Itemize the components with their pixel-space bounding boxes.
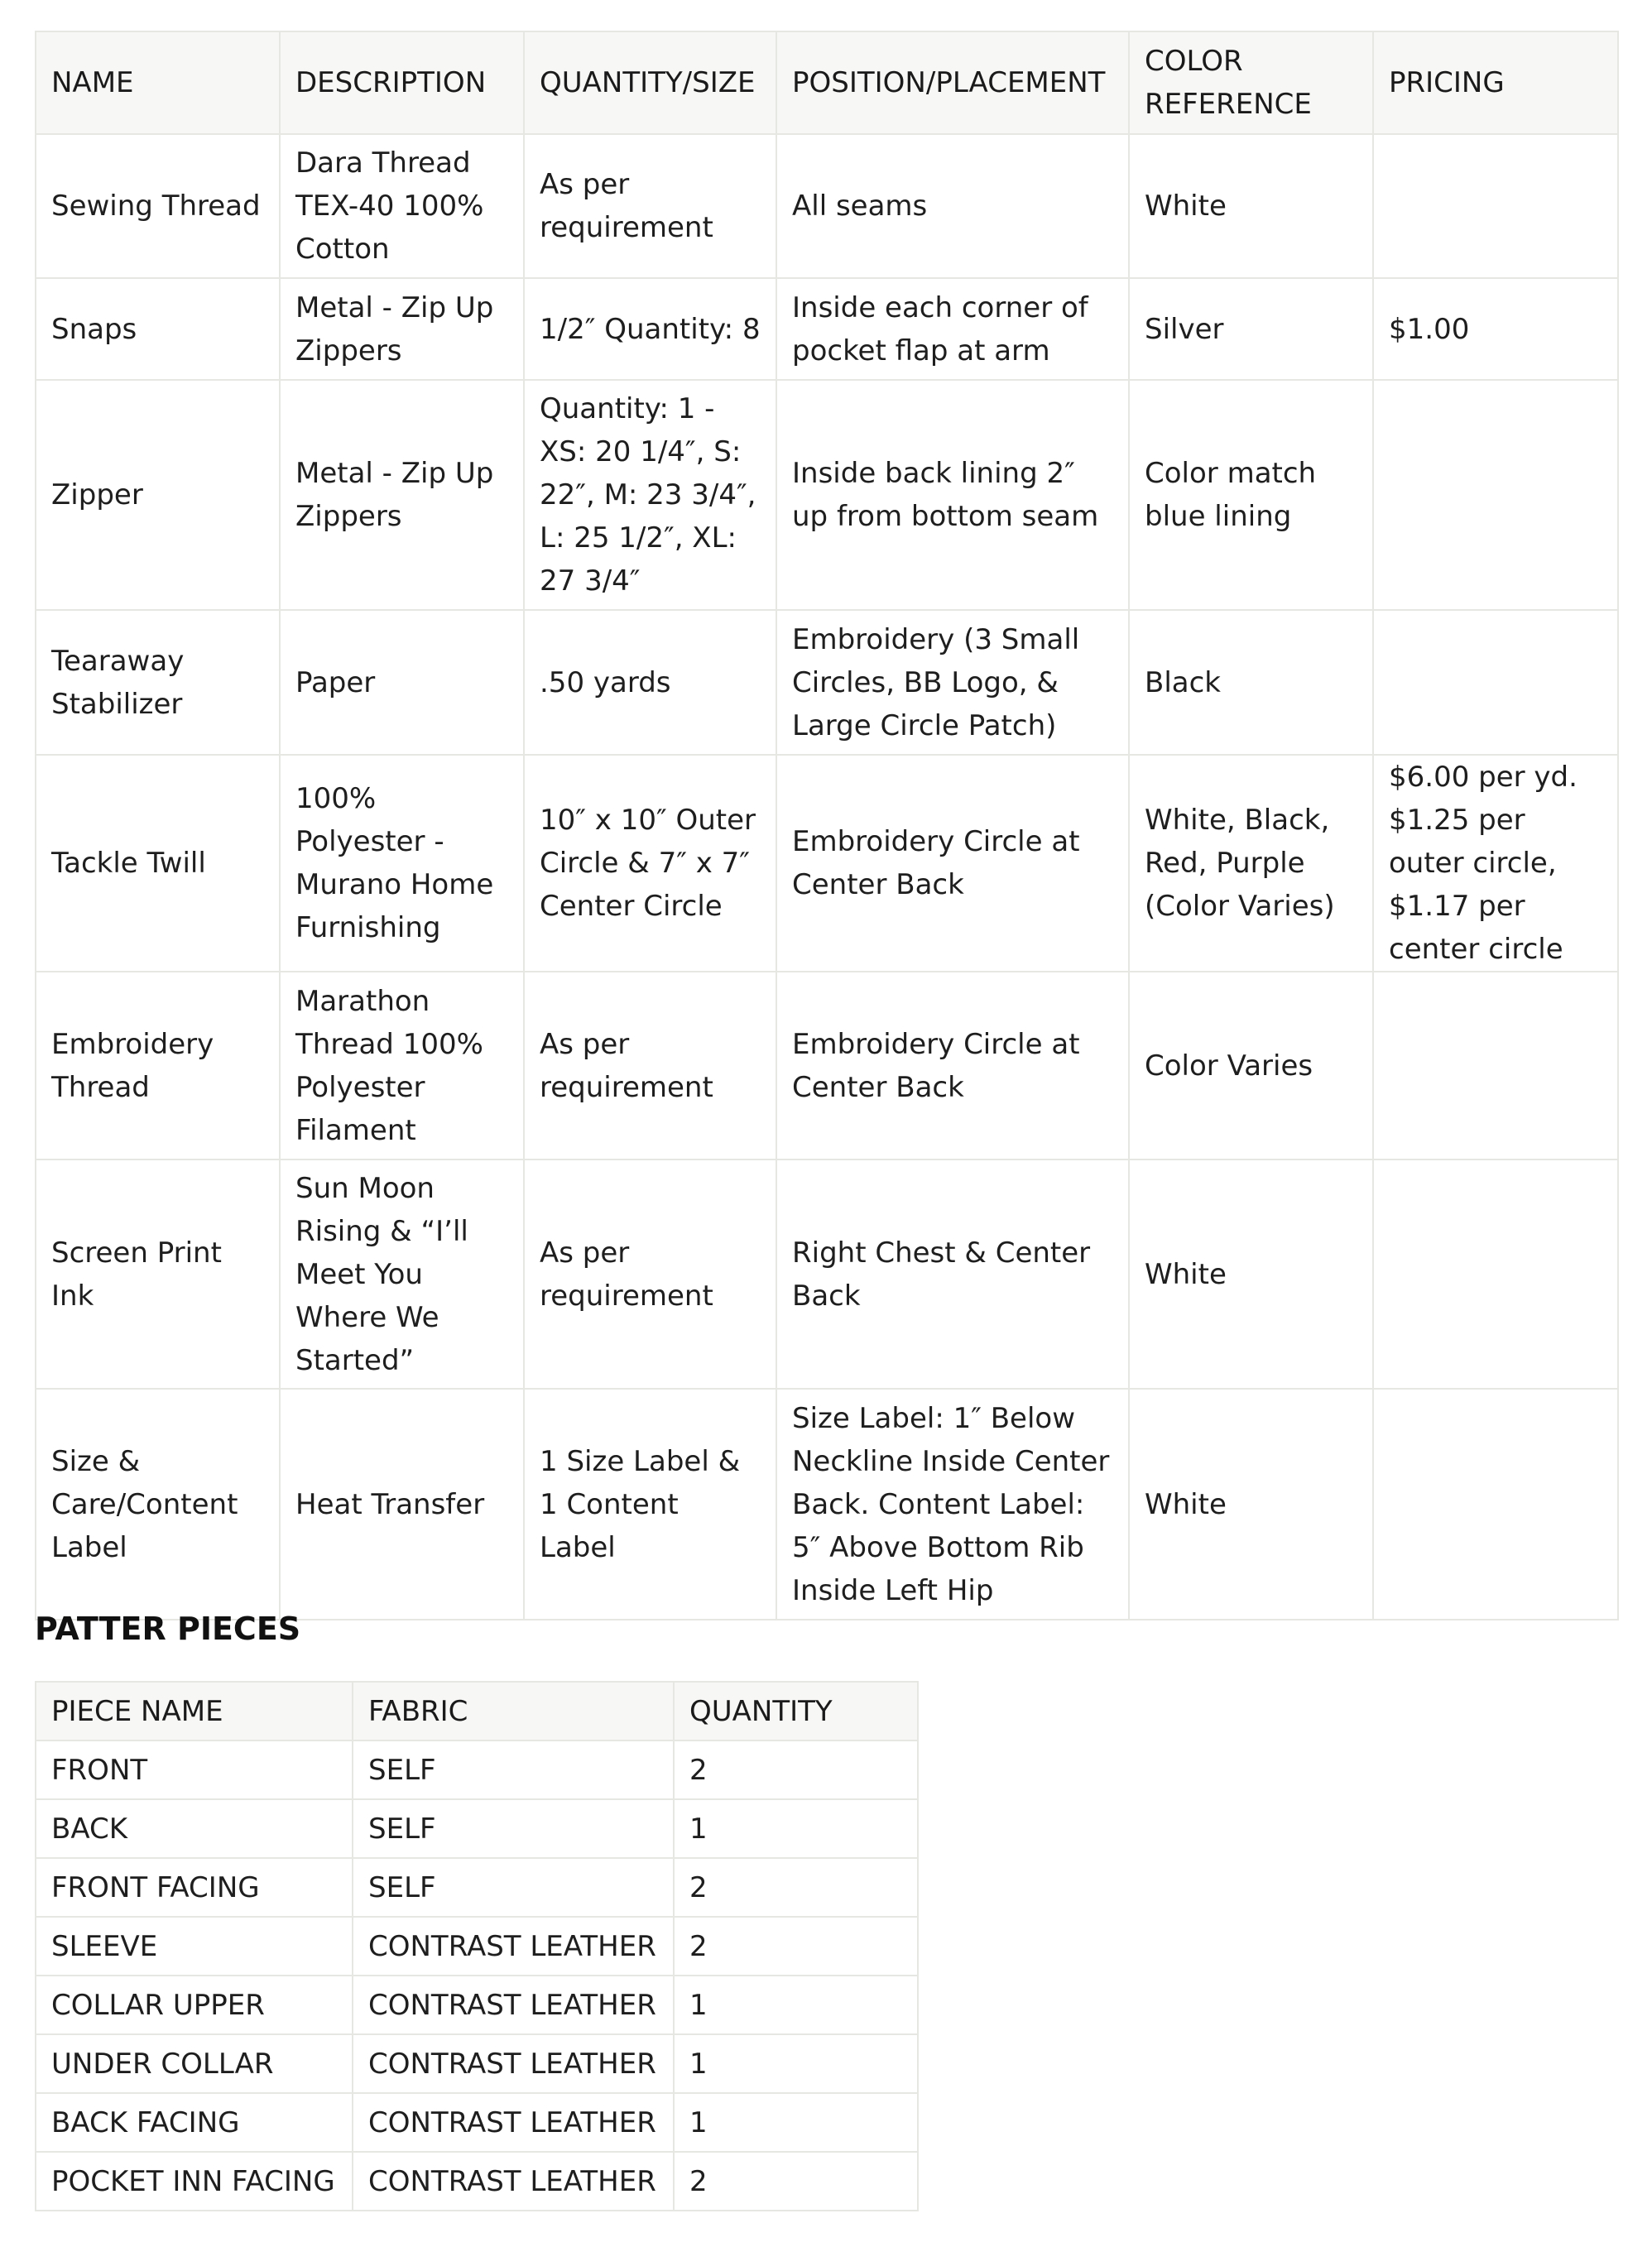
cell-piece-name: UNDER COLLAR [36, 2034, 353, 2093]
cell-name: Tackle Twill [36, 755, 280, 972]
header-quantity: QUANTITY [674, 1682, 918, 1740]
cell-quantity: 2 [674, 1917, 918, 1976]
header-position-placement: POSITION/PLACEMENT [776, 31, 1129, 134]
cell-position: Inside back lining 2″ up from bottom seam [776, 380, 1129, 610]
table-row [36, 1858, 918, 1917]
cell-piece-name: POCKET INN FACING [36, 2152, 353, 2211]
cell-quantity: 1/2″ Quantity: 8 [524, 278, 776, 380]
cell-quantity: .50 yards [524, 610, 776, 755]
table-row [36, 380, 1618, 610]
header-pricing: PRICING [1373, 31, 1618, 134]
table-row [36, 2152, 918, 2211]
cell-quantity: 1 [674, 2093, 918, 2152]
cell-description: Sun Moon Rising & “I’ll Meet You Where We Started” [280, 1160, 524, 1389]
cell-name: Tearaway Stabilizer [36, 610, 280, 755]
cell-color: White [1129, 1389, 1373, 1620]
cell-piece-name: BACK FACING [36, 2093, 353, 2152]
header-color-reference: COLOR REFERENCE [1129, 31, 1373, 134]
cell-quantity: 1 [674, 1799, 918, 1858]
cell-description: Dara Thread TEX-40 100% Cotton [280, 134, 524, 278]
trims-table [35, 31, 1619, 1620]
cell-position: Embroidery Circle at Center Back [776, 972, 1129, 1160]
cell-pricing [1373, 972, 1618, 1160]
cell-color: White [1129, 134, 1373, 278]
cell-fabric: SELF [353, 1740, 674, 1799]
cell-name: Sewing Thread [36, 134, 280, 278]
cell-quantity: As per requirement [524, 972, 776, 1160]
cell-name: Embroidery Thread [36, 972, 280, 1160]
cell-description: Marathon Thread 100% Polyester Filament [280, 972, 524, 1160]
table-row [36, 1389, 1618, 1620]
cell-color: Color Varies [1129, 972, 1373, 1160]
cell-fabric: CONTRAST LEATHER [353, 2034, 674, 2093]
table-row [36, 1160, 1618, 1389]
cell-description: Heat Transfer [280, 1389, 524, 1620]
cell-position: Embroidery Circle at Center Back [776, 755, 1129, 972]
cell-color: Color match blue lining [1129, 380, 1373, 610]
header-quantity-size: QUANTITY/SIZE [524, 31, 776, 134]
cell-position: Inside each corner of pocket flap at arm [776, 278, 1129, 380]
cell-fabric: CONTRAST LEATHER [353, 2152, 674, 2211]
table-row [36, 972, 1618, 1160]
table-row [36, 278, 1618, 380]
cell-quantity: 1 [674, 1976, 918, 2034]
section-title-pattern-pieces: PATTER PIECES [35, 1611, 301, 1647]
table-row [36, 1740, 918, 1799]
cell-piece-name: SLEEVE [36, 1917, 353, 1976]
cell-pricing [1373, 1389, 1618, 1620]
cell-position: Size Label: 1″ Below Neckline Inside Center Back. Content Label: 5″ Above Bottom Rib Inside Left Hip [776, 1389, 1129, 1620]
cell-fabric: CONTRAST LEATHER [353, 1917, 674, 1976]
table-row [36, 1917, 918, 1976]
cell-pricing [1373, 1160, 1618, 1389]
cell-color: White [1129, 1160, 1373, 1389]
cell-color: Black [1129, 610, 1373, 755]
table-row [36, 1799, 918, 1858]
cell-quantity: 2 [674, 1740, 918, 1799]
table-row [36, 2034, 918, 2093]
cell-color: Silver [1129, 278, 1373, 380]
cell-color: White, Black, Red, Purple (Color Varies) [1129, 755, 1373, 972]
table-row [36, 1976, 918, 2034]
table-row [36, 755, 1618, 972]
cell-position: All seams [776, 134, 1129, 278]
cell-fabric: CONTRAST LEATHER [353, 2093, 674, 2152]
cell-fabric: SELF [353, 1799, 674, 1858]
cell-quantity: Quantity: 1 - XS: 20 1/4″, S: 22″, M: 23 3/4″, L: 25 1/2″, XL: 27 3/4″ [524, 380, 776, 610]
cell-name: Zipper [36, 380, 280, 610]
cell-description: Metal - Zip Up Zippers [280, 278, 524, 380]
cell-name: Screen Print Ink [36, 1160, 280, 1389]
header-description: DESCRIPTION [280, 31, 524, 134]
trims-header-row [36, 31, 1618, 134]
table-row [36, 2093, 918, 2152]
cell-position: Embroidery (3 Small Circles, BB Logo, & Large Circle Patch) [776, 610, 1129, 755]
cell-fabric: CONTRAST LEATHER [353, 1976, 674, 2034]
cell-pricing: $1.00 [1373, 278, 1618, 380]
cell-name: Size & Care/Content Label [36, 1389, 280, 1620]
cell-piece-name: FRONT FACING [36, 1858, 353, 1917]
cell-quantity: 2 [674, 2152, 918, 2211]
header-name: NAME [36, 31, 280, 134]
cell-quantity: As per requirement [524, 134, 776, 278]
cell-description: Metal - Zip Up Zippers [280, 380, 524, 610]
table-row [36, 134, 1618, 278]
cell-name: Snaps [36, 278, 280, 380]
header-fabric: FABRIC [353, 1682, 674, 1740]
table-row [36, 610, 1618, 755]
cell-quantity: As per requirement [524, 1160, 776, 1389]
cell-piece-name: COLLAR UPPER [36, 1976, 353, 2034]
cell-pricing [1373, 380, 1618, 610]
cell-pricing [1373, 134, 1618, 278]
pattern-pieces-table [35, 1681, 919, 2211]
cell-piece-name: FRONT [36, 1740, 353, 1799]
cell-fabric: SELF [353, 1858, 674, 1917]
cell-pricing [1373, 610, 1618, 755]
cell-quantity: 10″ x 10″ Outer Circle & 7″ x 7″ Center Circle [524, 755, 776, 972]
cell-quantity: 2 [674, 1858, 918, 1917]
cell-pricing: $6.00 per yd. $1.25 per outer circle, $1.17 per center circle [1373, 755, 1618, 972]
cell-quantity: 1 Size Label & 1 Content Label [524, 1389, 776, 1620]
cell-position: Right Chest & Center Back [776, 1160, 1129, 1389]
header-piece-name: PIECE NAME [36, 1682, 353, 1740]
cell-description: 100% Polyester - Murano Home Furnishing [280, 755, 524, 972]
cell-description: Paper [280, 610, 524, 755]
pattern-header-row [36, 1682, 918, 1740]
cell-quantity: 1 [674, 2034, 918, 2093]
cell-piece-name: BACK [36, 1799, 353, 1858]
